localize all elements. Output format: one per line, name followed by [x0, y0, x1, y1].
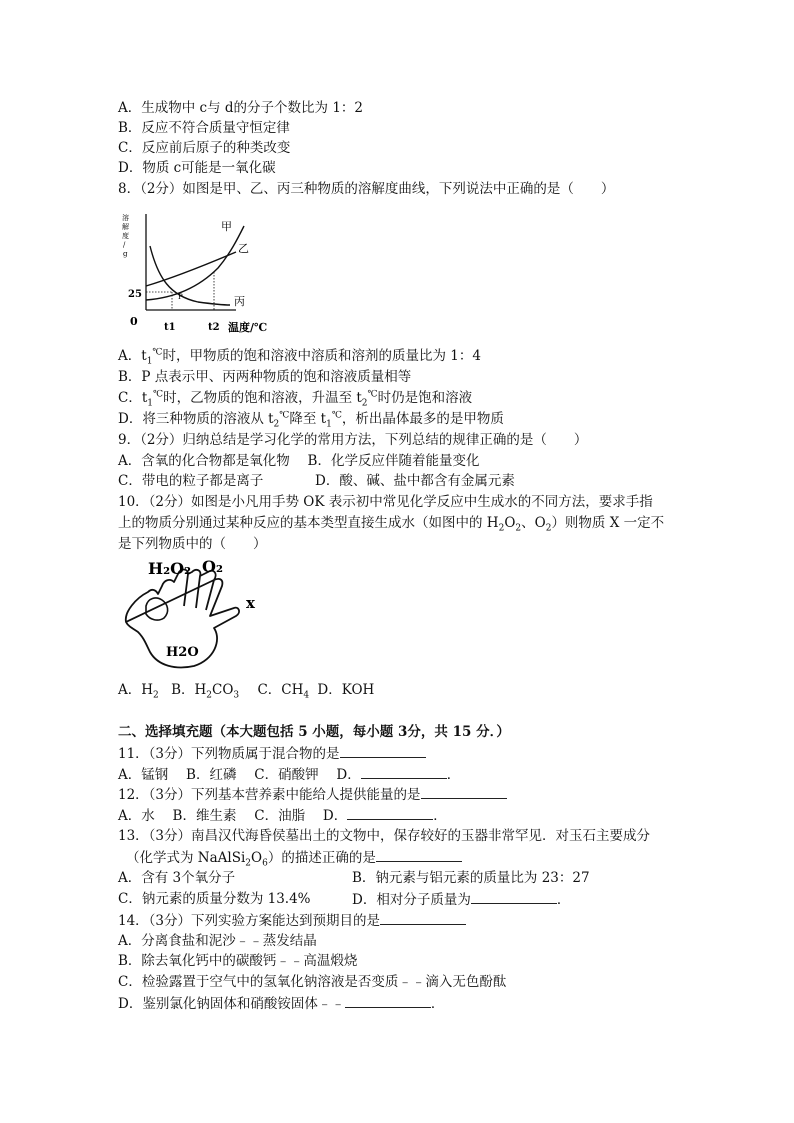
text: C．t — [118, 390, 148, 406]
option-c: C．CH — [257, 682, 304, 698]
chart-ylabel-char: 解 — [122, 223, 129, 231]
q14-option-c: C．检验露置于空气中的氢氧化钠溶液是否变质﹣﹣滴入无色酚酞 — [118, 974, 507, 990]
text: A．t — [118, 348, 147, 364]
curve-yi — [146, 252, 236, 286]
q13-option-a: A．含有 3个氧分子 — [118, 870, 236, 886]
text: A．锰钢 B．红磷 C．硝酸钾 D． — [118, 767, 361, 783]
palm-label-h2o: H2O — [166, 645, 199, 660]
subscript: 1 — [146, 356, 153, 367]
q10-stem-line1: 10．（2分）如图是小凡用手势 OK 表示初中常见化学反应中生成水的不同方法，要求手指 — [118, 494, 653, 510]
q14-option-a: A．分离食盐和泥沙﹣﹣蒸发结晶 — [118, 933, 317, 949]
section-title: 二、选择填充题（本大题包括 5 小题，每小题 3分，共 15 分．） — [118, 724, 510, 740]
superscript: ℃ — [367, 389, 378, 400]
q9-stem: 9．（2分）归纳总结是学习化学的常用方法，下列总结的规律正确的是（ ） — [118, 432, 588, 448]
curve-bing — [150, 246, 230, 305]
point-p-label: P — [178, 293, 183, 301]
text: ． — [556, 892, 571, 908]
q9-option-c: C．带电的粒子都是离子 — [118, 473, 264, 489]
superscript: ℃ — [279, 410, 290, 421]
superscript: ℃ — [153, 389, 164, 400]
q10-stem-line3: 是下列物质中的（ ） — [118, 536, 267, 552]
solubility-chart — [118, 208, 288, 338]
text: （化学式为 NaAlSi — [126, 850, 246, 866]
q12-stem — [118, 784, 507, 805]
superscript: ℃ — [331, 410, 342, 421]
subscript: 3 — [233, 690, 240, 701]
q7-option-d: D．物质 c可能是一氧化碳 — [118, 160, 276, 176]
text: 时，乙物质的饱和溶液，升温至 t — [163, 390, 362, 406]
text: 时仍是饱和溶液 — [377, 390, 473, 406]
text: ． — [446, 767, 461, 783]
text: 、O — [521, 515, 546, 531]
subscript: 4 — [303, 690, 310, 701]
q14-option-b: B．除去氧化钙中的碳酸钙﹣﹣高温煅烧 — [118, 953, 358, 969]
answer-blank[interactable] — [347, 805, 433, 820]
series-label-jia: 甲 — [221, 220, 232, 233]
q12-options — [118, 805, 447, 826]
text: D．鉴别氯化钠固体和硝酸铵固体﹣﹣ — [118, 996, 345, 1012]
q7-option-c: C．反应前后原子的种类改变 — [118, 140, 291, 156]
option-d: D．KOH — [317, 682, 375, 698]
chart-ylabel-char: 度 — [122, 232, 129, 240]
subscript: 2 — [206, 690, 212, 701]
q10-options — [118, 680, 374, 700]
q10-stem-line2 — [118, 513, 664, 533]
option-a: A．H — [118, 682, 154, 698]
q13-option-b: B．钠元素与铝元素的质量比为 23：27 — [352, 870, 590, 886]
answer-blank[interactable] — [376, 847, 462, 862]
chart-x-label: 温度/℃ — [228, 321, 268, 334]
answer-blank[interactable] — [421, 784, 507, 799]
superscript: ℃ — [152, 347, 163, 358]
answer-blank[interactable] — [345, 993, 431, 1008]
chart-ylabel-char: g — [123, 250, 128, 258]
subscript: 6 — [262, 858, 268, 869]
text: D．相对分子质量为 — [352, 892, 471, 908]
chart-y-tick: 25 — [128, 289, 142, 300]
chart-x-tick: t2 — [208, 322, 220, 333]
q7-option-b: B．反应不符合质量守恒定律 — [118, 120, 290, 136]
chart-ylabel-char: 溶 — [122, 214, 129, 222]
text: 11．（3分）下列物质属于混合物的是 — [118, 746, 340, 762]
q9-option-d: D．酸、碱、盐中都含有金属元素 — [315, 473, 515, 489]
subscript: 2 — [515, 523, 522, 534]
q11-options — [118, 764, 460, 785]
q14-option-d — [118, 993, 444, 1014]
ok-hand-figure — [118, 556, 278, 676]
finger-label-h2o2: H₂O₂ — [148, 559, 192, 578]
subscript: 1 — [147, 398, 153, 409]
option-b: B．H — [171, 682, 207, 698]
subscript: 1 — [326, 419, 332, 430]
finger-label-x: x — [246, 594, 255, 612]
q9-options-ab: A．含氧的化合物都是氧化物 B．化学反应伴随着能量变化 — [118, 453, 480, 469]
curve-jia — [146, 226, 244, 300]
text: ． — [433, 808, 447, 824]
text: ． — [430, 996, 445, 1012]
q13-option-c: C．钠元素的质量分数为 13.4% — [118, 891, 311, 907]
subscript: 2 — [153, 690, 159, 701]
q11-stem — [118, 743, 426, 764]
chart-x-tick: t1 — [164, 322, 176, 333]
text: 降至 t — [289, 411, 327, 427]
text: D．将三种物质的溶液从 t — [118, 411, 274, 427]
subscript: 2 — [273, 419, 280, 430]
answer-blank[interactable] — [361, 764, 447, 779]
text: 12．（3分）下列基本营养素中能给人提供能量的是 — [118, 787, 421, 803]
chart-ylabel-char: / — [123, 241, 126, 249]
q13-stem-line1: 13．（3分）南昌汉代海昏侯墓出土的文物中，保存较好的玉器非常罕见．对玉石主要成分 — [118, 828, 651, 844]
q7-option-a: A．生成物中 c与 d的分子个数比为 1：2 — [118, 100, 364, 116]
q14-stem — [118, 910, 466, 931]
subscript: 2 — [498, 523, 505, 534]
text: ，析出晶体最多的是甲物质 — [341, 411, 504, 427]
answer-blank[interactable] — [380, 910, 466, 925]
subscript: 2 — [361, 398, 368, 409]
q8-option-d — [118, 409, 504, 429]
answer-blank[interactable] — [471, 889, 557, 904]
q8-option-b: B．P 点表示甲、丙两种物质的饱和溶液质量相等 — [118, 369, 412, 385]
text: O — [504, 515, 516, 531]
text: ）则物质 X 一定不 — [551, 515, 665, 531]
q8-option-a — [118, 346, 481, 366]
subscript: 2 — [245, 858, 252, 869]
text: 时，甲物质的饱和溶液中溶质和溶剂的质量比为 1：4 — [162, 348, 481, 364]
text: O — [251, 850, 263, 866]
q8-option-c — [118, 388, 472, 408]
text: CO — [212, 682, 234, 698]
ok-circle — [146, 598, 168, 620]
q13-stem-line2 — [126, 847, 462, 868]
series-label-yi: 乙 — [238, 242, 249, 255]
series-label-bing: 丙 — [234, 295, 245, 308]
chart-origin-label: 0 — [130, 315, 138, 328]
q8-stem: 8．（2分）如图是甲、乙、丙三种物质的溶解度曲线，下列说法中正确的是（ ） — [118, 181, 615, 197]
text: 上的物质分别通过某种反应的基本类型直接生成水（如图中的 H — [118, 515, 499, 531]
finger-label-o2: O₂ — [202, 557, 223, 576]
text: A．水 B．维生素 C．油脂 D． — [118, 808, 348, 824]
text: 14．（3分）下列实验方案能达到预期目的是 — [118, 913, 381, 929]
answer-blank[interactable] — [340, 743, 426, 758]
text: ）的描述正确的是 — [267, 850, 376, 866]
subscript: 2 — [545, 523, 552, 534]
q13-option-d — [352, 889, 570, 910]
